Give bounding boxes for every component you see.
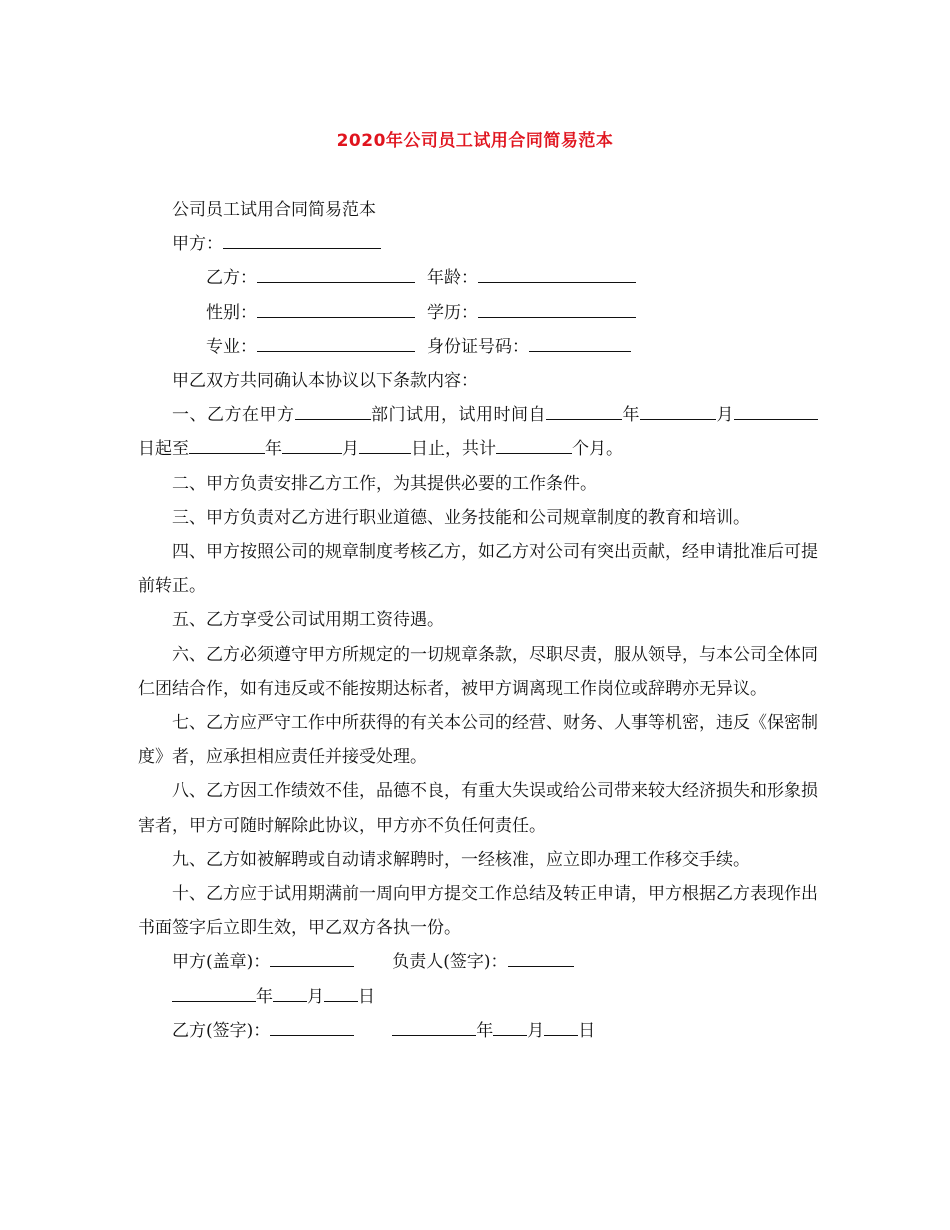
clause-5: 五、乙方享受公司试用期工资待遇。	[172, 610, 444, 631]
party-b-sign-label: 乙方(签字)：	[172, 1020, 271, 1041]
date-b-month-blank[interactable]	[493, 1018, 527, 1036]
department-blank[interactable]	[295, 402, 371, 420]
clause1-text-g: 月	[342, 439, 359, 460]
clause-10: 十、乙方应于试用期满前一周向甲方提交工作总结及转正申请，甲方根据乙方表现作出书面签字后立即生效，甲乙双方各执一份。	[138, 884, 818, 939]
end-year-blank[interactable]	[189, 436, 265, 454]
clause1-text-e: 日起至	[138, 439, 189, 460]
education-blank[interactable]	[478, 300, 636, 318]
date-a-year-label: 年	[256, 986, 273, 1007]
date-b-year-label: 年	[476, 1020, 494, 1041]
field-row-major	[138, 330, 818, 364]
contract-body	[138, 193, 818, 1048]
clause1-text-i: 个月。	[572, 439, 623, 460]
party-b-blank[interactable]	[257, 265, 415, 283]
date-b-day-blank[interactable]	[544, 1018, 578, 1036]
gender-label: 性别：	[206, 302, 257, 323]
major-label: 专业：	[206, 336, 257, 357]
subtitle-line	[138, 193, 818, 227]
document-title: 2020年公司员工试用合同简易范本	[336, 131, 614, 151]
field-row-party-b	[138, 261, 818, 295]
signature-row-party-a	[138, 945, 818, 979]
clause1-text-f: 年	[265, 439, 282, 460]
start-year-blank[interactable]	[546, 402, 622, 420]
clause1-text-h: 日止，共计	[411, 439, 496, 460]
major-blank[interactable]	[257, 334, 415, 352]
date-a-month-label: 月	[307, 986, 324, 1007]
intro-text: 甲乙双方共同确认本协议以下条款内容：	[172, 371, 478, 392]
clause1-text-d: 月	[716, 405, 734, 426]
field-row-party-a	[138, 227, 818, 261]
responsible-label: 负责人(签字)：	[392, 952, 508, 973]
education-label: 学历：	[427, 302, 478, 323]
age-label: 年龄：	[427, 268, 478, 289]
date-a-day-label: 日	[358, 986, 375, 1007]
clause-9: 九、乙方如被解聘或自动请求解聘时，一经核准，应立即办理工作移交手续。	[172, 849, 750, 870]
end-month-blank[interactable]	[282, 436, 342, 454]
end-day-blank[interactable]	[359, 436, 411, 454]
id-number-blank[interactable]	[529, 334, 631, 352]
clause-2: 二、甲方负责安排乙方工作，为其提供必要的工作条件。	[172, 473, 597, 494]
subtitle: 公司员工试用合同简易范本	[172, 200, 376, 220]
party-a-label: 甲方：	[172, 234, 223, 255]
start-day-blank-1[interactable]	[734, 402, 784, 420]
signature-row-date-a	[138, 980, 818, 1014]
clause1-text-b: 部门试用，试用时间自	[370, 405, 546, 426]
clause-8: 八、乙方因工作绩效不佳，品德不良，有重大失误或给公司带来较大经济损失和形象损害者，甲方可随时解除此协议，甲方亦不负任何责任。	[138, 781, 818, 836]
clause1-text-a: 一、乙方在甲方	[172, 405, 295, 426]
date-a-day-blank[interactable]	[324, 984, 358, 1002]
clause-1	[138, 398, 818, 466]
intro-line	[138, 364, 818, 398]
signature-row-party-b	[138, 1014, 818, 1048]
clause-3: 三、甲方负责对乙方进行职业道德、业务技能和公司规章制度的教育和培训。	[172, 507, 750, 528]
clause-4: 四、甲方按照公司的规章制度考核乙方，如乙方对公司有突出贡献，经申请批准后可提前转正。	[138, 542, 818, 597]
total-months-blank[interactable]	[496, 436, 572, 454]
party-a-blank[interactable]	[223, 231, 381, 249]
gender-blank[interactable]	[257, 300, 415, 318]
start-day-blank-2[interactable]	[784, 402, 818, 420]
start-month-blank[interactable]	[640, 402, 716, 420]
age-blank[interactable]	[478, 265, 636, 283]
date-b-day-label: 日	[578, 1020, 596, 1041]
clause1-text-c: 年	[622, 405, 640, 426]
clause-6: 六、乙方必须遵守甲方所规定的一切规章条款，尽职尽责，服从领导，与本公司全体同仁团结合作，如有违反或不能按期达标者，被甲方调离现工作岗位或辞聘亦无异议。	[138, 644, 818, 699]
party-a-seal-blank[interactable]	[270, 949, 354, 967]
party-a-seal-label: 甲方(盖章)：	[172, 952, 271, 973]
date-b-year-blank[interactable]	[392, 1018, 476, 1036]
party-b-label: 乙方：	[206, 268, 257, 289]
responsible-blank[interactable]	[508, 949, 574, 967]
id-number-label: 身份证号码：	[427, 336, 529, 357]
clause-7: 七、乙方应严守工作中所获得的有关本公司的经营、财务、人事等机密，违反《保密制度》者，应承担相应责任并接受处理。	[138, 713, 818, 768]
date-a-month-blank[interactable]	[273, 984, 307, 1002]
date-b-month-label: 月	[527, 1020, 545, 1041]
field-row-gender	[138, 296, 818, 330]
date-a-year-blank[interactable]	[172, 984, 256, 1002]
party-b-sign-blank[interactable]	[270, 1018, 354, 1036]
